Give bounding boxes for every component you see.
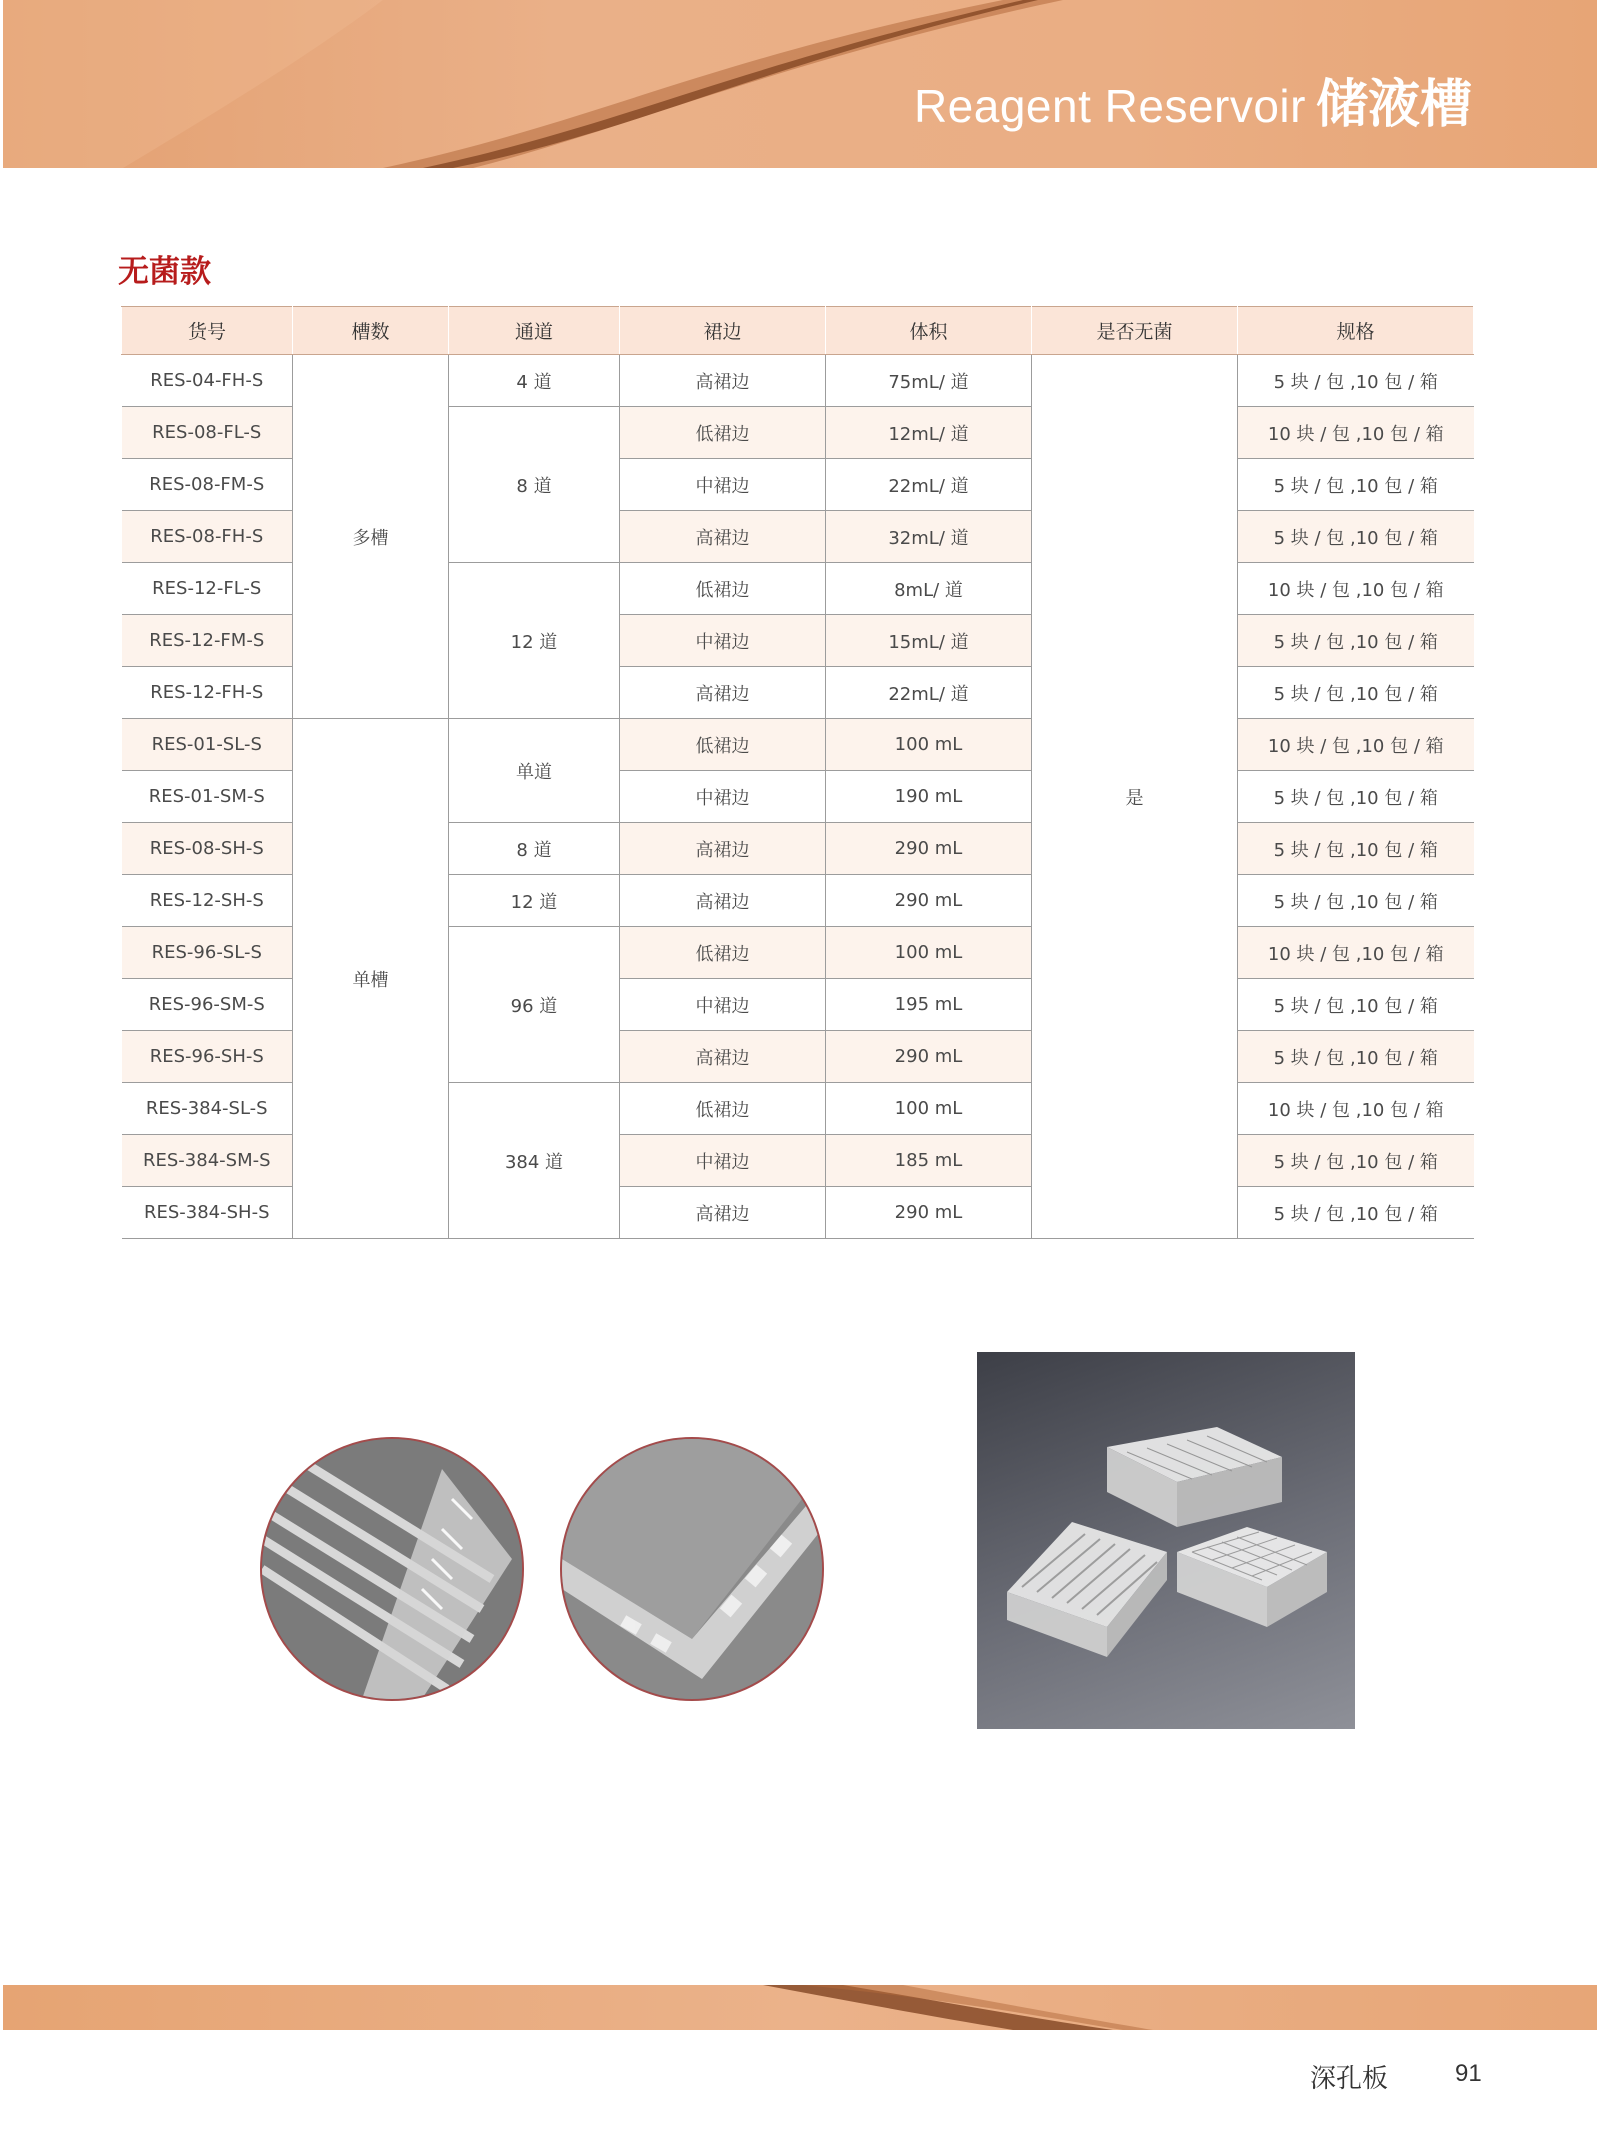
cell-channels: 单道: [449, 719, 620, 823]
cell-skirt: 中裙边: [620, 771, 826, 823]
cell-skirt: 低裙边: [620, 927, 826, 979]
reservoir-product-photo: [977, 1352, 1355, 1729]
col-header-channels: 通道: [449, 307, 620, 355]
cell-channels: 4 道: [449, 355, 620, 407]
cell-volume: 185 mL: [826, 1135, 1032, 1187]
col-header-code: 货号: [122, 307, 293, 355]
cell-skirt: 低裙边: [620, 1083, 826, 1135]
cell-code: RES-12-FH-S: [122, 667, 293, 719]
cell-skirt: 高裙边: [620, 875, 826, 927]
cell-code: RES-08-SH-S: [122, 823, 293, 875]
spec-table: [121, 306, 1474, 1239]
page-header-title: [914, 62, 1472, 137]
cell-spec: 5 块 / 包 ,10 包 / 箱: [1238, 875, 1474, 927]
cell-skirt: 高裙边: [620, 1031, 826, 1083]
cell-volume: 195 mL: [826, 979, 1032, 1031]
cell-volume: 22mL/ 道: [826, 459, 1032, 511]
cell-spec: 5 块 / 包 ,10 包 / 箱: [1238, 1135, 1474, 1187]
cell-skirt: 高裙边: [620, 355, 826, 407]
cell-code: RES-96-SL-S: [122, 927, 293, 979]
cell-volume: 100 mL: [826, 927, 1032, 979]
cell-volume: 290 mL: [826, 1187, 1032, 1239]
cell-skirt: 中裙边: [620, 1135, 826, 1187]
cell-code: RES-08-FH-S: [122, 511, 293, 563]
col-header-sterile: 是否无菌: [1032, 307, 1238, 355]
cell-spec: 5 块 / 包 ,10 包 / 箱: [1238, 823, 1474, 875]
footer-banner: [3, 1985, 1597, 2030]
cell-code: RES-04-FH-S: [122, 355, 293, 407]
cell-volume: 12mL/ 道: [826, 407, 1032, 459]
cell-volume: 22mL/ 道: [826, 667, 1032, 719]
cell-code: RES-08-FL-S: [122, 407, 293, 459]
cell-spec: 10 块 / 包 ,10 包 / 箱: [1238, 1083, 1474, 1135]
cell-spec: 5 块 / 包 ,10 包 / 箱: [1238, 1031, 1474, 1083]
cell-volume: 290 mL: [826, 875, 1032, 927]
cell-spec: 10 块 / 包 ,10 包 / 箱: [1238, 407, 1474, 459]
table-header-row: [122, 307, 1474, 355]
cell-volume: 290 mL: [826, 823, 1032, 875]
cell-spec: 10 块 / 包 ,10 包 / 箱: [1238, 719, 1474, 771]
cell-code: RES-12-FL-S: [122, 563, 293, 615]
cell-spec: 10 块 / 包 ,10 包 / 箱: [1238, 927, 1474, 979]
cell-channels: 12 道: [449, 875, 620, 927]
footer-ribbon-graphic: [3, 1985, 1597, 2030]
cell-volume: 100 mL: [826, 719, 1032, 771]
cell-channels: 8 道: [449, 407, 620, 563]
col-header-slots: 槽数: [293, 307, 449, 355]
cell-code: RES-96-SM-S: [122, 979, 293, 1031]
cell-code: RES-08-FM-S: [122, 459, 293, 511]
cell-spec: 10 块 / 包 ,10 包 / 箱: [1238, 563, 1474, 615]
table-row: [122, 355, 1474, 407]
footer-section-label: 深孔板: [1310, 2064, 1389, 2094]
cell-volume: 32mL/ 道: [826, 511, 1032, 563]
cell-channels: 96 道: [449, 927, 620, 1083]
cell-skirt: 中裙边: [620, 615, 826, 667]
cell-code: RES-384-SH-S: [122, 1187, 293, 1239]
cell-spec: 5 块 / 包 ,10 包 / 箱: [1238, 1187, 1474, 1239]
reservoir-closeup-image-1: [260, 1437, 524, 1701]
cell-spec: 5 块 / 包 ,10 包 / 箱: [1238, 459, 1474, 511]
section-title: 无菌款: [118, 254, 211, 290]
cell-spec: 5 块 / 包 ,10 包 / 箱: [1238, 511, 1474, 563]
cell-spec: 5 块 / 包 ,10 包 / 箱: [1238, 771, 1474, 823]
cell-skirt: 高裙边: [620, 823, 826, 875]
cell-spec: 5 块 / 包 ,10 包 / 箱: [1238, 355, 1474, 407]
cell-volume: 290 mL: [826, 1031, 1032, 1083]
cell-skirt: 高裙边: [620, 1187, 826, 1239]
cell-skirt: 低裙边: [620, 407, 826, 459]
cell-channels: 12 道: [449, 563, 620, 719]
cell-volume: 100 mL: [826, 1083, 1032, 1135]
cell-volume: 75mL/ 道: [826, 355, 1032, 407]
cell-skirt: 中裙边: [620, 979, 826, 1031]
cell-code: RES-384-SL-S: [122, 1083, 293, 1135]
cell-spec: 5 块 / 包 ,10 包 / 箱: [1238, 615, 1474, 667]
reservoir-closeup-image-2: [560, 1437, 824, 1701]
cell-code: RES-12-SH-S: [122, 875, 293, 927]
cell-skirt: 中裙边: [620, 459, 826, 511]
header-title-zh: 储液槽: [1315, 75, 1472, 135]
cell-volume: 190 mL: [826, 771, 1032, 823]
cell-skirt: 低裙边: [620, 719, 826, 771]
cell-volume: 8mL/ 道: [826, 563, 1032, 615]
table-row: [122, 719, 1474, 771]
cell-channels: 384 道: [449, 1083, 620, 1239]
cell-skirt: 高裙边: [620, 667, 826, 719]
cell-code: RES-384-SM-S: [122, 1135, 293, 1187]
col-header-skirt: 裙边: [620, 307, 826, 355]
cell-spec: 5 块 / 包 ,10 包 / 箱: [1238, 667, 1474, 719]
cell-code: RES-01-SM-S: [122, 771, 293, 823]
cell-code: RES-96-SH-S: [122, 1031, 293, 1083]
cell-slots-single: 单槽: [293, 719, 449, 1239]
page-number: 91: [1455, 2060, 1482, 2087]
col-header-volume: 体积: [826, 307, 1032, 355]
cell-code: RES-01-SL-S: [122, 719, 293, 771]
cell-channels: 8 道: [449, 823, 620, 875]
cell-skirt: 低裙边: [620, 563, 826, 615]
header-title-en: Reagent Reservoir: [913, 80, 1306, 132]
header-banner: [3, 0, 1597, 168]
cell-volume: 15mL/ 道: [826, 615, 1032, 667]
col-header-spec: 规格: [1238, 307, 1474, 355]
cell-sterile: 是: [1032, 355, 1238, 1239]
cell-slots-multi: 多槽: [293, 355, 449, 719]
cell-skirt: 高裙边: [620, 511, 826, 563]
cell-spec: 5 块 / 包 ,10 包 / 箱: [1238, 979, 1474, 1031]
cell-code: RES-12-FM-S: [122, 615, 293, 667]
